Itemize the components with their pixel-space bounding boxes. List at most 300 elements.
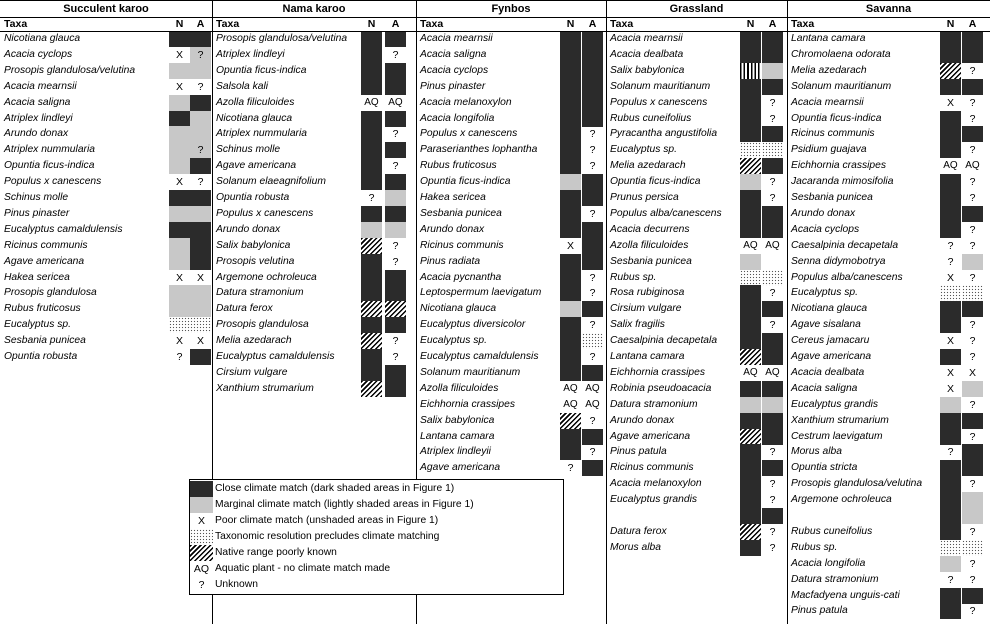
- taxon-name: Atriplex nummularia: [216, 128, 307, 140]
- taxon-name: Acacia melanoxylon: [610, 478, 702, 490]
- n-cell: [740, 301, 761, 317]
- taxon-name: Sesbania punicea: [4, 335, 86, 347]
- table-row: [787, 238, 990, 254]
- table-row: [606, 508, 787, 524]
- a-cell: ?: [969, 144, 976, 157]
- n-cell: [169, 63, 190, 79]
- taxon-name: Agave americana: [216, 160, 297, 172]
- taxon-name: Cirsium vulgare: [216, 366, 288, 378]
- taxon-name: Atriplex lindleyi: [4, 112, 73, 124]
- n-cell: [361, 174, 382, 190]
- a-cell: [962, 381, 983, 397]
- a-cell: [962, 206, 983, 222]
- taxon-name: Macfadyena unguis-cati: [791, 589, 900, 601]
- a-cell: [582, 333, 603, 349]
- a-cell: [762, 222, 783, 238]
- table-row: [787, 79, 990, 95]
- taxon-name: Psidium guajava: [791, 144, 867, 156]
- table-row: [606, 79, 787, 95]
- header-rule: [0, 0, 990, 1]
- taxon-name: Pinus patula: [610, 446, 667, 458]
- table-row: [606, 206, 787, 222]
- taxon-name: Acacia cyclops: [4, 48, 73, 60]
- table-row: [787, 413, 990, 429]
- biome-panel-savanna: [787, 0, 990, 624]
- a-cell: ?: [769, 494, 776, 507]
- a-cell: ?: [589, 271, 596, 284]
- n-cell: [940, 206, 961, 222]
- a-cell: [582, 460, 603, 476]
- taxon-name: Sesbania punicea: [610, 255, 692, 267]
- table-row: [416, 285, 606, 301]
- n-cell: [940, 222, 961, 238]
- a-cell: [762, 349, 783, 365]
- taxon-name: Solanum mauritianum: [420, 366, 521, 378]
- table-row: [787, 285, 990, 301]
- n-cell: [740, 174, 761, 190]
- a-cell: ?: [589, 446, 596, 459]
- header-rule: [0, 31, 990, 32]
- taxon-name: Acacia saligna: [420, 48, 487, 60]
- taxon-name: Eucalyptus sp.: [420, 335, 487, 347]
- taxon-name: Eucalyptus sp.: [610, 144, 677, 156]
- table-row: [787, 476, 990, 492]
- a-cell: ?: [769, 192, 776, 204]
- taxon-name: Acacia decurrens: [610, 223, 690, 235]
- a-cell: [385, 111, 406, 127]
- n-cell: [169, 95, 190, 111]
- n-cell: X: [946, 366, 954, 379]
- a-cell: [190, 158, 211, 174]
- table-row: [416, 444, 606, 460]
- table-row: [212, 222, 416, 238]
- a-cell: ?: [769, 446, 776, 459]
- a-cell: [385, 206, 406, 222]
- n-cell: [560, 365, 581, 381]
- taxon-name: Nicotiana glauca: [791, 303, 868, 315]
- table-row: [606, 63, 787, 79]
- n-cell: [169, 206, 190, 222]
- taxon-name: Schinus molle: [4, 192, 69, 203]
- taxon-name: Atriplex lindleyi: [216, 48, 285, 60]
- table-row: [416, 174, 606, 190]
- taxon-name: Eucalyptus sp.: [791, 287, 858, 299]
- a-cell: [762, 206, 783, 222]
- table-row: [212, 190, 416, 206]
- table-row: [0, 333, 212, 349]
- taxon-name: Acacia cyclops: [791, 223, 860, 235]
- n-cell: [169, 254, 190, 270]
- column-divider: [606, 0, 607, 624]
- legend-label: Taxonomic resolution precludes climate matching: [215, 531, 440, 542]
- n-cell: X: [566, 239, 574, 252]
- n-cell: [740, 254, 761, 270]
- a-cell: ?: [589, 319, 596, 332]
- taxon-name: Jacaranda mimosifolia: [791, 176, 894, 188]
- n-cell: [560, 317, 581, 333]
- taxon-name: Senna didymobotrya: [791, 255, 886, 267]
- table-row: [416, 206, 606, 222]
- table-row: [212, 349, 416, 365]
- n-cell: [740, 63, 761, 79]
- n-cell: [361, 381, 382, 397]
- table-row: [606, 460, 787, 476]
- n-cell: [361, 333, 382, 349]
- legend-swatch: [190, 529, 213, 545]
- taxon-name: Rubus cuneifolius: [791, 525, 873, 537]
- biome-title: Nama karoo: [282, 3, 346, 15]
- n-cell: [361, 222, 382, 238]
- table-row: [0, 95, 212, 111]
- table-row: [416, 31, 606, 47]
- a-cell: [762, 126, 783, 142]
- table-row: [416, 126, 606, 142]
- table-row: [787, 254, 990, 270]
- legend-item: [190, 529, 563, 545]
- n-cell: [560, 126, 581, 142]
- a-cell: [962, 301, 983, 317]
- n-cell: [361, 270, 382, 286]
- a-cell: [762, 270, 783, 286]
- a-cell: [582, 47, 603, 63]
- taxon-name: Acacia mearnsii: [791, 96, 864, 108]
- a-column-header: A: [588, 18, 597, 30]
- n-cell: [361, 301, 382, 317]
- table-row: [0, 190, 212, 206]
- taxon-name: Atriplex nummularia: [4, 144, 95, 156]
- table-row: [416, 63, 606, 79]
- table-row: [606, 381, 787, 397]
- a-cell: [582, 63, 603, 79]
- table-row: [787, 47, 990, 63]
- taxon-name: Populus x canescens: [610, 96, 708, 108]
- taxon-name: Nicotiana glauca: [420, 303, 497, 315]
- n-cell: [740, 397, 761, 413]
- a-cell: ?: [589, 287, 596, 300]
- taxon-name: Morus alba: [610, 541, 661, 553]
- table-row: [606, 254, 787, 270]
- table-row: [0, 174, 212, 190]
- table-row: [0, 47, 212, 63]
- a-cell: [762, 47, 783, 63]
- a-cell: [190, 31, 211, 47]
- taxon-name: Lantana camara: [420, 430, 495, 442]
- a-cell: ?: [969, 557, 976, 570]
- table-row: [416, 301, 606, 317]
- n-column-header: N: [746, 18, 755, 30]
- table-row: [787, 206, 990, 222]
- table-row: [787, 365, 990, 381]
- a-cell: [385, 317, 406, 333]
- a-cell: ?: [190, 47, 211, 63]
- a-cell: [962, 492, 983, 508]
- n-cell: [361, 111, 382, 127]
- table-row: [212, 47, 416, 63]
- n-cell: [560, 95, 581, 111]
- table-row: [787, 126, 990, 142]
- taxon-name: Solanum mauritianum: [610, 80, 711, 92]
- a-cell: ?: [769, 176, 776, 189]
- taxon-name: Acacia saligna: [791, 382, 858, 394]
- a-cell: ?: [969, 525, 976, 538]
- n-cell: [169, 317, 190, 333]
- n-cell: ?: [567, 462, 574, 475]
- table-row: [787, 556, 990, 572]
- a-cell: [582, 95, 603, 111]
- table-row: [212, 95, 416, 111]
- n-cell: [740, 222, 761, 238]
- taxon-name: Eichhornia crassipes: [791, 160, 887, 172]
- taxa-header: Taxa: [4, 18, 28, 30]
- a-cell: [190, 238, 211, 254]
- table-row: [787, 31, 990, 47]
- n-cell: [560, 333, 581, 349]
- taxon-name: Arundo donax: [610, 414, 675, 426]
- taxa-header: Taxa: [610, 18, 634, 30]
- a-cell: [385, 381, 406, 397]
- table-row: [212, 333, 416, 349]
- n-cell: [940, 460, 961, 476]
- taxon-name: Rubus fruticosus: [4, 303, 81, 315]
- taxon-name: Opuntia ficus-indica: [791, 112, 882, 124]
- table-row: [787, 429, 990, 445]
- n-cell: [940, 524, 961, 540]
- taxon-name: Xanthium strumarium: [791, 414, 889, 426]
- table-row: [787, 349, 990, 365]
- a-cell: [190, 285, 211, 301]
- table-row: [787, 111, 990, 127]
- a-cell: [762, 333, 783, 349]
- legend-label: Native range poorly known: [215, 547, 337, 558]
- table-row: [0, 301, 212, 317]
- biome-panel-succulent-karoo: [0, 0, 212, 624]
- a-cell: ?: [969, 96, 976, 109]
- table-row: [787, 588, 990, 604]
- taxon-name: Datura stramonium: [216, 287, 304, 299]
- table-row: [606, 365, 787, 381]
- n-cell: [740, 492, 761, 508]
- taxon-name: Arundo donax: [216, 223, 281, 235]
- table-row: [416, 270, 606, 286]
- taxon-name: Rosa rubiginosa: [610, 287, 685, 299]
- n-cell: [940, 413, 961, 429]
- taxon-name: Xanthium strumarium: [216, 382, 314, 394]
- a-cell: ?: [392, 255, 399, 268]
- taxon-name: Populus x canescens: [216, 207, 314, 219]
- table-row: [0, 349, 212, 365]
- taxon-name: Eucalyptus grandis: [791, 398, 879, 410]
- table-row: [416, 95, 606, 111]
- n-cell: [560, 31, 581, 47]
- biome-title: Fynbos: [491, 3, 531, 15]
- n-cell: [940, 508, 961, 524]
- n-cell: [940, 190, 961, 206]
- table-row: [416, 79, 606, 95]
- table-row: [606, 301, 787, 317]
- taxon-name: Paraserianthes lophantha: [420, 144, 538, 156]
- n-cell: [560, 301, 581, 317]
- a-cell: [962, 254, 983, 270]
- a-cell: [190, 63, 211, 79]
- n-cell: [940, 556, 961, 572]
- legend-label: Marginal climate match (lightly shaded areas in Figure 1): [215, 499, 474, 510]
- a-cell: AQ: [582, 381, 603, 397]
- n-cell: [560, 206, 581, 222]
- table-row: [606, 95, 787, 111]
- taxon-name: Sesbania punicea: [420, 207, 502, 219]
- a-cell: ?: [197, 80, 204, 93]
- a-cell: [962, 31, 983, 47]
- table-row: [212, 63, 416, 79]
- a-cell: ?: [769, 112, 776, 125]
- a-cell: [762, 158, 783, 174]
- n-cell: [740, 349, 761, 365]
- n-cell: AQ: [740, 365, 761, 381]
- taxon-name: Agave americana: [791, 351, 872, 362]
- a-cell: [762, 508, 783, 524]
- n-cell: [740, 126, 761, 142]
- n-cell: AQ: [560, 381, 581, 397]
- table-row: [212, 254, 416, 270]
- taxa-header: Taxa: [420, 18, 444, 30]
- taxon-name: Arundo donax: [420, 223, 485, 235]
- taxon-name: Nicotiana glauca: [216, 112, 293, 124]
- taxon-name: Eichhornia crassipes: [610, 366, 706, 378]
- table-row: [787, 572, 990, 588]
- taxon-name: Salsola kali: [216, 80, 269, 92]
- n-cell: X: [946, 382, 954, 395]
- legend-swatch: [190, 497, 213, 513]
- taxon-name: Cestrum laevigatum: [791, 430, 883, 442]
- n-cell: [940, 301, 961, 317]
- a-cell: ?: [589, 144, 596, 157]
- n-cell: [361, 349, 382, 365]
- taxon-name: Pyracantha angustifolia: [610, 128, 718, 140]
- a-cell: [962, 588, 983, 604]
- n-cell: [940, 63, 961, 79]
- a-cell: ?: [392, 128, 399, 141]
- table-row: [606, 126, 787, 142]
- n-cell: [940, 397, 961, 413]
- a-cell: ?: [392, 335, 399, 348]
- a-cell: ?: [969, 176, 976, 189]
- taxon-name: Datura ferox: [610, 525, 667, 537]
- table-row: [212, 158, 416, 174]
- taxon-name: Acacia mearnsii: [420, 33, 493, 44]
- n-column-header: N: [367, 18, 376, 30]
- n-cell: [560, 285, 581, 301]
- a-cell: ?: [392, 160, 399, 173]
- table-row: [606, 317, 787, 333]
- table-row: [0, 254, 212, 270]
- a-cell: [582, 190, 603, 206]
- a-cell: [190, 349, 211, 365]
- taxon-name: Hakea sericea: [4, 271, 70, 283]
- taxon-name: Prosopis glandulosa/velutina: [791, 478, 923, 490]
- header-rule: [0, 17, 990, 18]
- a-cell: [385, 174, 406, 190]
- n-cell: [940, 285, 961, 301]
- taxon-name: Populus alba/canescens: [610, 207, 722, 219]
- legend: [189, 479, 564, 595]
- n-cell: [361, 31, 382, 47]
- a-cell: [962, 460, 983, 476]
- a-cell: ?: [769, 478, 776, 491]
- table-row: [416, 142, 606, 158]
- table-row: [212, 206, 416, 222]
- table-row: [787, 174, 990, 190]
- a-cell: [762, 63, 783, 79]
- taxon-name: Pinus pinaster: [420, 80, 486, 92]
- n-cell: [361, 142, 382, 158]
- taxon-name: Azolla filiculoides: [420, 382, 499, 394]
- table-row: [416, 413, 606, 429]
- n-cell: [940, 111, 961, 127]
- a-cell: [762, 79, 783, 95]
- taxon-name: Sesbania punicea: [791, 192, 873, 203]
- n-cell: X: [946, 271, 954, 284]
- table-row: [606, 142, 787, 158]
- n-cell: [361, 206, 382, 222]
- taxon-name: Acacia dealbata: [791, 366, 865, 378]
- n-cell: [740, 158, 761, 174]
- n-cell: [740, 190, 761, 206]
- table-row: [0, 142, 212, 158]
- n-cell: [560, 349, 581, 365]
- table-row: [0, 317, 212, 333]
- a-column-header: A: [768, 18, 777, 30]
- table-row: [606, 111, 787, 127]
- taxon-name: Opuntia robusta: [4, 351, 78, 362]
- legend-swatch: X: [197, 515, 205, 527]
- n-column-header: N: [566, 18, 575, 30]
- table-row: [606, 333, 787, 349]
- table-row: [606, 190, 787, 206]
- a-cell: [190, 317, 211, 333]
- taxon-name: Argemone ochroleuca: [791, 494, 892, 506]
- legend-item: [190, 561, 563, 577]
- table-row: [416, 254, 606, 270]
- table-row: [416, 397, 606, 413]
- n-cell: [169, 238, 190, 254]
- n-cell: [940, 31, 961, 47]
- n-cell: [560, 429, 581, 445]
- taxon-name: Atriplex lindleyii: [420, 446, 491, 458]
- table-row: [416, 47, 606, 63]
- a-cell: [385, 365, 406, 381]
- legend-item: [190, 513, 563, 529]
- table-row: [0, 126, 212, 142]
- a-cell: ?: [969, 271, 976, 284]
- legend-item: [190, 577, 563, 593]
- taxon-name: Eichhornia crassipes: [420, 398, 516, 410]
- a-column-header: A: [196, 18, 205, 30]
- a-cell: [385, 270, 406, 286]
- legend-item: [190, 545, 563, 561]
- taxon-name: Acacia longifolia: [420, 112, 495, 124]
- n-cell: [169, 285, 190, 301]
- a-cell: ?: [969, 335, 976, 348]
- taxon-name: Acacia pycnantha: [420, 271, 502, 283]
- a-cell: [762, 142, 783, 158]
- n-cell: ?: [947, 255, 954, 268]
- n-cell: [560, 413, 581, 429]
- n-cell: [740, 142, 761, 158]
- n-cell: [940, 142, 961, 158]
- a-cell: ?: [392, 351, 399, 363]
- table-row: [212, 174, 416, 190]
- a-cell: [190, 206, 211, 222]
